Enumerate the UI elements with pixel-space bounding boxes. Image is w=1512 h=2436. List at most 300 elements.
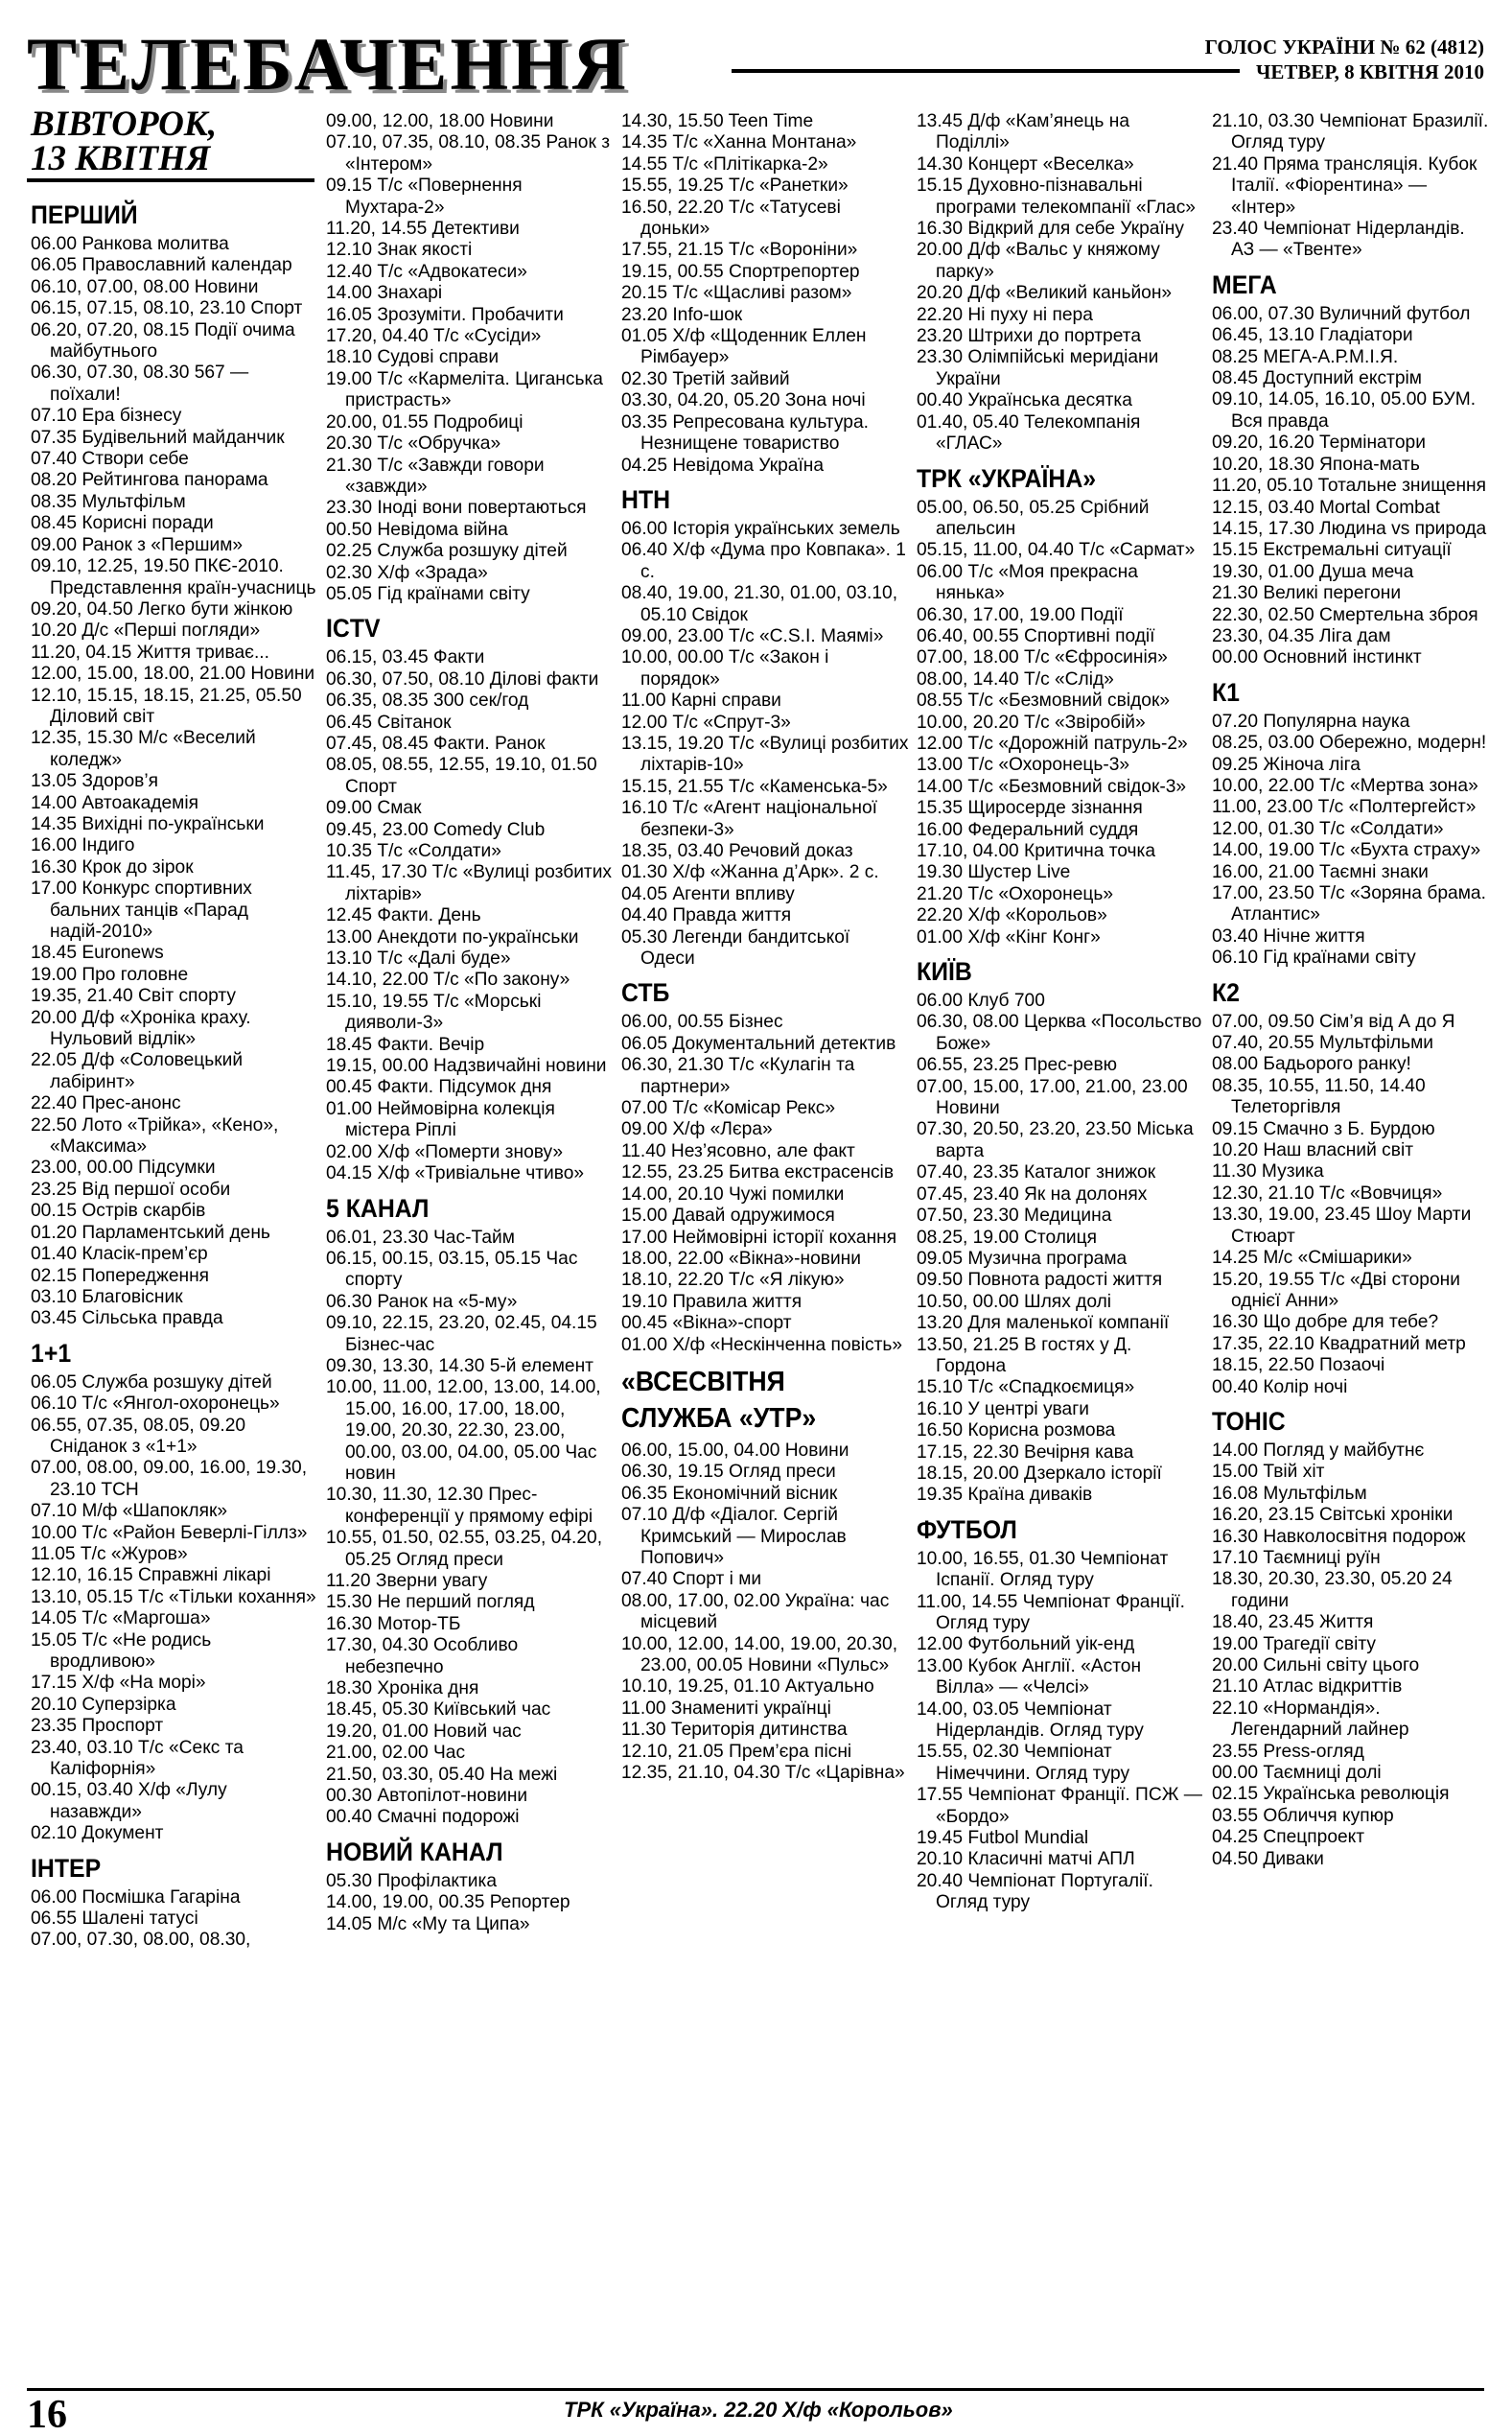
program-entry: 14.00, 03.05 Чемпіонат Нідерландів. Огляд туру xyxy=(917,1698,1144,1742)
program-entry: 23.35 Проспорт xyxy=(31,1716,164,1737)
program-entry: 16.05 Зрозуміти. Пробачити xyxy=(326,304,564,325)
program-entry: 02.10 Документ xyxy=(31,1823,164,1844)
program-entry: 06.00 Клуб 700 xyxy=(917,991,1045,1012)
channel-heading: 5 КАНАЛ xyxy=(326,1193,430,1223)
program-entry: 14.10, 22.00 Т/с «По закону» xyxy=(326,970,570,991)
program-entry: 06.15, 07.15, 08.10, 23.10 Спорт xyxy=(31,298,303,319)
program-entry: 17.00 Неймовірні історії кохання xyxy=(621,1227,897,1248)
program-entry: 17.10 Таємниці руїн xyxy=(1212,1547,1381,1568)
day-date: 13 КВІТНЯ xyxy=(31,139,211,178)
program-entry: 18.30 Хроніка дня xyxy=(326,1678,479,1699)
program-entry: 01.20 Парламентський день xyxy=(31,1222,270,1243)
program-entry: 20.10 Суперзірка xyxy=(31,1694,176,1715)
program-entry: 16.20, 23.15 Світські хроніки xyxy=(1212,1505,1454,1526)
program-entry: 15.00 Твій хіт xyxy=(1212,1462,1325,1483)
schedule-column-5 xyxy=(1212,111,1490,1870)
channel-heading: «ВСЕСВІТНЯ СЛУЖБА «УТР» xyxy=(621,1366,817,1434)
program-entry: 15.55, 19.25 Т/с «Ранетки» xyxy=(621,176,849,197)
program-entry: 07.10 Ера бізнесу xyxy=(31,406,182,427)
program-entry: 08.35 Мультфільм xyxy=(31,491,186,512)
program-entry: 09.20, 04.50 Легко бути жінкою xyxy=(31,598,293,620)
program-entry: 06.40, 00.55 Спортивні події xyxy=(917,625,1155,646)
program-entry: 15.35 Щиросерде зізнання xyxy=(917,798,1143,819)
program-entry: 12.00, 01.30 Т/с «Солдати» xyxy=(1212,818,1444,839)
program-entry: 18.40, 23.45 Життя xyxy=(1212,1612,1374,1633)
program-entry: 16.50, 22.20 Т/с «Татусеві доньки» xyxy=(621,197,841,240)
program-entry: 10.00, 00.00 Т/с «Закон і порядок» xyxy=(621,647,829,690)
program-entry: 06.55 Шалені татусі xyxy=(31,1909,198,1930)
footer-rule xyxy=(27,2388,1484,2391)
program-entry: 16.30 Крок до зірок xyxy=(31,856,194,878)
program-entry: 21.30 Великі перегони xyxy=(1212,583,1402,604)
program-entry: 09.30, 13.30, 14.30 5-й елемент xyxy=(326,1355,593,1376)
program-entry: 22.20 Х/ф «Корольов» xyxy=(917,905,1107,926)
program-entry: 10.20 Наш власний світ xyxy=(1212,1140,1414,1161)
program-entry: 06.45 Світанок xyxy=(326,712,452,733)
program-entry: 13.45 Д/ф «Кам’янець на Поділлі» xyxy=(917,111,1130,153)
program-entry: 16.50 Корисна розмова xyxy=(917,1420,1116,1441)
program-entry: 10.00, 16.55, 01.30 Чемпіонат Іспанії. Огляд туру xyxy=(917,1548,1169,1591)
program-entry: 01.40 Класік-прем’єр xyxy=(31,1244,208,1265)
program-entry: 16.30 Що добре для тебе? xyxy=(1212,1312,1439,1333)
program-entry: 10.00, 11.00, 12.00, 13.00, 14.00, 15.00, 16.00, 17.00, 18.00, 19.00, 20.30, 22.30, 23.00, 00.00, 03.00, 04.00, 05.00 Час новин xyxy=(326,1377,601,1484)
program-entry: 08.35, 10.55, 11.50, 14.40 Телеторгівля xyxy=(1212,1075,1426,1118)
program-entry: 11.30 Територія дитинства xyxy=(621,1720,848,1741)
program-entry: 00.30 Автопілот-новини xyxy=(326,1786,528,1807)
program-entry: 12.40 Т/с «Адвокатеси» xyxy=(326,261,527,282)
footer-note: ТРК «Україна». 22.20 Х/ф «Корольов» xyxy=(564,2398,953,2422)
program-entry: 10.00, 12.00, 14.00, 19.00, 20.30, 23.00, 00.05 Новини «Пульс» xyxy=(621,1633,898,1675)
program-entry: 04.50 Диваки xyxy=(1212,1848,1324,1869)
program-entry: 13.20 Для маленької компанії xyxy=(917,1313,1170,1334)
program-entry: 23.40, 03.10 Т/с «Секс та Каліфорнія» xyxy=(31,1737,244,1780)
program-entry: 12.00 Т/с «Дорожній патруль-2» xyxy=(917,733,1188,754)
program-entry: 01.30 Х/ф «Жанна д’Арк». 2 с. xyxy=(621,862,879,883)
program-entry: 03.35 Репресована культура. Незнищене товариство xyxy=(621,411,869,455)
program-entry: 19.15, 00.55 Спортрепортер xyxy=(621,261,860,282)
program-entry: 06.40 Х/ф «Дума про Ковпака». 1 с. xyxy=(621,540,906,582)
channel-heading: НТН xyxy=(621,484,671,514)
program-entry: 06.05 Служба розшуку дітей xyxy=(31,1371,272,1393)
program-entry: 19.10 Правила життя xyxy=(621,1291,803,1312)
program-entry: 00.45 «Вікна»-спорт xyxy=(621,1313,792,1334)
program-entry: 02.15 Попередження xyxy=(31,1265,210,1286)
program-entry: 15.15 Духовно-пізнавальні програми телекомпанії «Глас» xyxy=(917,176,1196,218)
program-entry: 12.10, 15.15, 18.15, 21.25, 05.50 Діловий світ xyxy=(31,685,302,727)
issue-number: № 62 (4812) xyxy=(1380,35,1484,59)
program-entry: 11.20 Зверни увагу xyxy=(326,1571,488,1591)
program-entry: 08.00, 17.00, 02.00 Україна: час місцевий xyxy=(621,1590,890,1633)
program-entry: 09.00 Ранок з «Першим» xyxy=(31,534,244,555)
program-entry: 01.00 Неймовірна колекція містера Ріплі xyxy=(326,1098,555,1141)
program-entry: 18.00, 22.00 «Вікна»-новини xyxy=(621,1248,861,1269)
program-entry: 12.35, 15.30 М/с «Веселий коледж» xyxy=(31,728,256,770)
program-entry: 16.08 Мультфільм xyxy=(1212,1483,1367,1504)
page-number: 16 xyxy=(27,2393,67,2436)
program-entry: 22.05 Д/ф «Соловецький лабіринт» xyxy=(31,1050,244,1092)
program-entry: 14.35 Вихідні по-українськи xyxy=(31,813,265,834)
program-entry: 06.30, 19.15 Огляд преси xyxy=(621,1462,836,1483)
program-entry: 08.40, 19.00, 21.30, 01.00, 03.10, 05.10 Свідок xyxy=(621,583,898,625)
program-entry: 02.15 Українська революція xyxy=(1212,1784,1450,1805)
program-entry: 12.10 Знак якості xyxy=(326,240,473,261)
program-entry: 07.40 Спорт і ми xyxy=(621,1569,762,1590)
program-entry: 18.45 Euronews xyxy=(31,943,164,964)
program-entry: 16.00 Індиго xyxy=(31,835,135,856)
program-entry: 06.00 Т/с «Моя прекрасна нянька» xyxy=(917,561,1138,604)
program-entry: 20.10 Класичні матчі АПЛ xyxy=(917,1849,1135,1870)
program-entry: 22.10 «Нормандія». Легендарний лайнер xyxy=(1212,1698,1409,1741)
program-entry: 08.20 Рейтингова панорама xyxy=(31,470,268,491)
program-entry: 01.05 Х/ф «Щоденник Еллен Рімбауер» xyxy=(621,326,867,368)
paper-name: ГОЛОС УКРАЇНИ xyxy=(1204,35,1376,59)
program-entry: 14.30 Концерт «Веселка» xyxy=(917,153,1134,175)
program-entry: 10.10, 19.25, 01.10 Актуально xyxy=(621,1676,874,1698)
program-entry: 12.55, 23.25 Битва екстрасенсів xyxy=(621,1162,895,1183)
program-entry: 16.10 У центрі уваги xyxy=(917,1398,1089,1419)
program-entry: 13.15, 19.20 Т/с «Вулиці розбитих ліхтарів-10» xyxy=(621,733,909,776)
day-rule xyxy=(27,178,314,182)
program-entry: 23.30 Олімпійські меридіани України xyxy=(917,347,1159,389)
program-entry: 17.10, 04.00 Критична точка xyxy=(917,841,1155,861)
program-entry: 10.55, 01.50, 02.55, 03.25, 04.20, 05.25 Огляд преси xyxy=(326,1528,603,1570)
program-entry: 10.00 Т/с «Район Беверлі-Гіллз» xyxy=(31,1522,308,1543)
program-entry: 01.40, 05.40 Телекомпанія «ГЛАС» xyxy=(917,411,1141,455)
program-entry: 23.00, 00.00 Підсумки xyxy=(31,1158,216,1179)
program-entry: 13.00 Т/с «Охоронець-3» xyxy=(917,755,1130,776)
program-entry: 04.15 Х/ф «Тривіальне чтиво» xyxy=(326,1163,585,1184)
day-heading xyxy=(31,107,318,176)
program-entry: 03.40 Нічне життя xyxy=(1212,925,1365,947)
page-header xyxy=(27,22,1484,105)
program-entry: 15.00 Давай одружимося xyxy=(621,1206,835,1227)
program-entry: 00.50 Невідома війна xyxy=(326,519,508,540)
program-entry: 07.00 Т/с «Комісар Рекс» xyxy=(621,1098,836,1119)
program-entry: 12.15, 03.40 Mortal Combat xyxy=(1212,497,1440,518)
program-entry: 06.55, 07.35, 08.05, 09.20 Сніданок з «1+1» xyxy=(31,1415,246,1457)
program-entry: 14.00 Автоакадемія xyxy=(31,792,199,813)
program-entry: 06.30, 21.30 Т/с «Кулагін та партнери» xyxy=(621,1055,855,1097)
program-entry: 00.15, 03.40 Х/ф «Лулу назавжди» xyxy=(31,1780,227,1822)
program-entry: 18.15, 22.50 Позаочі xyxy=(1212,1355,1385,1376)
program-entry: 11.30 Музика xyxy=(1212,1161,1324,1183)
channel-heading: К2 xyxy=(1212,977,1240,1007)
program-entry: 09.15 Т/с «Повернення Мухтара-2» xyxy=(326,176,523,218)
program-entry: 18.45, 05.30 Київський час xyxy=(326,1699,551,1721)
program-entry: 15.55, 02.30 Чемпіонат Німеччини. Огляд туру xyxy=(917,1742,1130,1784)
program-entry: 03.30, 04.20, 05.20 Зона ночі xyxy=(621,390,866,411)
program-entry: 19.45 Futbol Mundial xyxy=(917,1828,1089,1849)
channel-heading: ТРК «УКРАЇНА» xyxy=(917,463,1097,493)
program-entry: 11.00 Карні справи xyxy=(621,691,781,712)
program-entry: 04.40 Правда життя xyxy=(621,905,792,926)
program-entry: 23.20 Info-шок xyxy=(621,304,743,325)
program-entry: 07.00, 07.30, 08.00, 08.30, xyxy=(31,1930,251,1951)
program-entry: 17.00 Конкурс спортивних бальних танців «Парад надій-2010» xyxy=(31,878,252,942)
program-entry: 14.00 Погляд у майбутнє xyxy=(1212,1440,1425,1461)
program-entry: 08.25 МЕГА-А.Р.М.І.Я. xyxy=(1212,346,1399,367)
program-entry: 02.25 Служба розшуку дітей xyxy=(326,541,568,562)
program-entry: 06.45, 13.10 Гладіатори xyxy=(1212,325,1413,346)
program-entry: 21.30 Т/с «Завжди говори «завжди» xyxy=(326,455,545,497)
program-entry: 18.10 Судові справи xyxy=(326,347,500,368)
program-entry: 14.05 М/с «Му та Ципа» xyxy=(326,1913,530,1934)
program-entry: 17.35, 22.10 Квадратний метр xyxy=(1212,1333,1466,1354)
program-entry: 05.05 Гід країнами світу xyxy=(326,583,530,604)
program-entry: 23.55 Press-огляд xyxy=(1212,1741,1364,1762)
program-entry: 09.45, 23.00 Comedy Club xyxy=(326,819,546,840)
schedule-column-2 xyxy=(326,111,614,1935)
program-entry: 17.55, 21.15 Т/с «Вороніни» xyxy=(621,240,858,261)
program-entry: 08.45 Доступний екстрім xyxy=(1212,368,1422,389)
program-entry: 13.30, 19.00, 23.45 Шоу Марти Стюарт xyxy=(1212,1205,1472,1247)
program-entry: 11.00 Знамениті українці xyxy=(621,1698,831,1719)
program-entry: 23.30, 04.35 Ліга дам xyxy=(1212,625,1391,646)
program-entry: 09.10, 12.25, 19.50 ПКЄ-2010. Представлення країн-учасниць xyxy=(31,556,316,598)
program-entry: 19.30 Шустер Live xyxy=(917,862,1071,883)
program-entry: 08.55 Т/с «Безмовний свідок» xyxy=(917,691,1171,712)
program-entry: 18.30, 20.30, 23.30, 05.20 24 години xyxy=(1212,1569,1453,1611)
program-entry: 22.50 Лото «Трійка», «Кено», «Максима» xyxy=(31,1114,279,1158)
program-entry: 21.50, 03.30, 05.40 На межі xyxy=(326,1764,558,1785)
program-entry: 09.10, 22.15, 23.20, 02.45, 04.15 Бізнес-час xyxy=(326,1313,597,1355)
program-entry: 00.40 Смачні подорожі xyxy=(326,1807,520,1828)
program-entry: 15.10 Т/с «Спадкоємиця» xyxy=(917,1377,1135,1398)
program-entry: 15.15, 21.55 Т/с «Каменська-5» xyxy=(621,776,888,797)
program-entry: 05.30 Легенди бандитської Одеси xyxy=(621,926,850,970)
program-entry: 04.25 Спецпроект xyxy=(1212,1827,1365,1848)
program-entry: 23.20 Штрихи до портрета xyxy=(917,326,1141,347)
program-entry: 06.00, 15.00, 04.00 Новини xyxy=(621,1440,849,1461)
program-entry: 07.40, 20.55 Мультфільми xyxy=(1212,1033,1434,1054)
program-entry: 00.45 Факти. Підсумок дня xyxy=(326,1077,552,1098)
page-footer xyxy=(27,2388,1484,2436)
program-entry: 17.55 Чемпіонат Франції. ПСЖ — «Бордо» xyxy=(917,1785,1202,1827)
program-entry: 09.00 Смак xyxy=(326,798,422,819)
program-entry: 14.00, 19.00, 00.35 Репортер xyxy=(326,1892,570,1913)
program-entry: 13.00 Кубок Англії. «Астон Вілла» — «Челсі» xyxy=(917,1655,1142,1698)
program-entry: 06.35 Економічний вісник xyxy=(621,1483,838,1504)
program-entry: 10.20 Д/с «Перші погляди» xyxy=(31,621,261,642)
program-entry: 11.00, 14.55 Чемпіонат Франції. Огляд туру xyxy=(917,1591,1185,1633)
program-entry: 11.45, 17.30 Т/с «Вулиці розбитих ліхтарів» xyxy=(326,862,613,904)
program-entry: 09.20, 16.20 Термінатори xyxy=(1212,433,1426,454)
program-entry: 02.30 Третій зайвий xyxy=(621,368,790,389)
channel-heading: К1 xyxy=(1212,677,1240,707)
program-entry: 07.50, 23.30 Медицина xyxy=(917,1206,1112,1227)
channel-heading: ІНТЕР xyxy=(31,1853,102,1883)
program-entry: 09.25 Жіноча ліга xyxy=(1212,754,1361,775)
program-entry: 04.25 Невідома Україна xyxy=(621,455,825,476)
program-entry: 12.30, 21.10 Т/с «Вовчиця» xyxy=(1212,1183,1443,1204)
channel-heading: ПЕРШИЙ xyxy=(31,200,138,229)
program-entry: 22.20 Ні пуху ні пера xyxy=(917,304,1093,325)
section-title: ТЕЛЕБАЧЕННЯ xyxy=(27,22,630,105)
channel-heading: КИЇВ xyxy=(917,957,972,987)
program-entry: 23.40 Чемпіонат Нідерландів. АЗ — «Твенте» xyxy=(1212,219,1465,261)
program-entry: 03.10 Благовісник xyxy=(31,1286,183,1307)
program-entry: 19.20, 01.00 Новий час xyxy=(326,1721,522,1742)
program-entry: 06.00 Посмішка Гагаріна xyxy=(31,1886,241,1908)
program-entry: 19.00 Т/с «Кармеліта. Циганська пристрасть» xyxy=(326,368,603,411)
channel-heading: НОВИЙ КАНАЛ xyxy=(326,1837,503,1866)
program-entry: 06.20, 07.20, 08.15 Події очима майбутнього xyxy=(31,319,295,363)
program-entry: 08.25, 19.00 Столиця xyxy=(917,1227,1097,1248)
program-entry: 22.30, 02.50 Смертельна зброя xyxy=(1212,604,1478,625)
program-entry: 15.30 Не перший погляд xyxy=(326,1592,535,1613)
program-entry: 00.40 Українська десятка xyxy=(917,390,1132,411)
program-entry: 18.15, 20.00 Дзеркало історії xyxy=(917,1463,1162,1484)
program-entry: 06.55, 23.25 Прес-ревю xyxy=(917,1055,1118,1076)
program-entry: 07.00, 18.00 Т/с «Єфросинія» xyxy=(917,647,1168,668)
program-entry: 08.00, 14.40 Т/с «Слід» xyxy=(917,668,1114,690)
program-entry: 16.00, 21.00 Таємні знаки xyxy=(1212,861,1429,882)
program-entry: 16.30 Навколосвітня подорож xyxy=(1212,1526,1466,1547)
program-entry: 11.20, 04.15 Життя триває... xyxy=(31,642,269,663)
program-entry: 13.10 Т/с «Далі буде» xyxy=(326,949,511,970)
program-entry: 21.00, 02.00 Час xyxy=(326,1743,466,1764)
program-entry: 23.25 Від першої особи xyxy=(31,1179,231,1200)
program-entry: 12.10, 21.05 Прем’єра пісні xyxy=(621,1741,852,1762)
program-entry: 15.10, 19.55 Т/с «Морські дияволи-3» xyxy=(326,991,542,1034)
channel-heading: ФУТБОЛ xyxy=(917,1514,1017,1544)
program-entry: 06.30, 08.00 Церква «Посольство Боже» xyxy=(917,1012,1202,1054)
program-entry: 19.00 Трагедії світу xyxy=(1212,1633,1376,1654)
program-entry: 20.00 Сильні світу цього xyxy=(1212,1655,1420,1675)
program-entry: 21.20 Т/с «Охоронець» xyxy=(917,883,1114,904)
program-entry: 16.00 Федеральний суддя xyxy=(917,819,1139,840)
program-entry: 18.45 Факти. Вечір xyxy=(326,1034,485,1055)
program-entry: 11.20, 05.10 Тотальне знищення xyxy=(1212,476,1487,497)
program-entry: 20.15 Т/с «Щасливі разом» xyxy=(621,283,852,304)
program-entry: 06.05 Документальний детектив xyxy=(621,1033,896,1054)
program-entry: 16.30 Мотор-ТБ xyxy=(326,1613,461,1634)
program-entry: 05.15, 11.00, 04.40 Т/с «Сармат» xyxy=(917,540,1196,561)
program-entry: 07.45, 08.45 Факти. Ранок xyxy=(326,733,546,754)
program-entry: 20.00, 01.55 Подробиці xyxy=(326,411,523,433)
program-entry: 17.00, 23.50 Т/с «Зоряна брама. Атлантис» xyxy=(1212,883,1486,925)
program-entry: 06.10 Т/с «Янгол-охоронець» xyxy=(31,1394,280,1415)
program-entry: 09.50 Повнота радості життя xyxy=(917,1270,1163,1291)
program-entry: 19.35, 21.40 Світ спорту xyxy=(31,986,236,1007)
program-entry: 08.45 Корисні поради xyxy=(31,513,214,534)
program-entry: 07.30, 20.50, 23.20, 23.50 Міська варта xyxy=(917,1119,1194,1161)
program-entry: 16.10 Т/с «Агент національної безпеки-3» xyxy=(621,798,878,840)
program-entry: 06.00 Історія українських земель xyxy=(621,518,900,539)
program-entry: 20.30 Т/с «Обручка» xyxy=(326,433,501,455)
program-entry: 20.00 Д/ф «Вальс у княжому парку» xyxy=(917,240,1160,282)
program-entry: 10.30, 11.30, 12.30 Прес-конференції у прямому ефірі xyxy=(326,1485,593,1527)
program-entry: 07.00, 08.00, 09.00, 16.00, 19.30, 23.10 ТСН xyxy=(31,1458,308,1500)
program-entry: 15.05 Т/с «Не родись вродливою» xyxy=(31,1629,212,1672)
schedule-column-1 xyxy=(31,192,318,1952)
program-entry: 23.30 Іноді вони повертаються xyxy=(326,498,587,519)
program-entry: 07.45, 23.40 Як на долонях xyxy=(917,1183,1148,1205)
program-entry: 10.20, 18.30 Япона-мать xyxy=(1212,454,1420,475)
program-entry: 07.10, 07.35, 08.10, 08.35 Ранок з «Інтером» xyxy=(326,132,611,175)
program-entry: 18.10, 22.20 Т/с «Я лікую» xyxy=(621,1270,845,1291)
program-entry: 18.35, 03.40 Речовий доказ xyxy=(621,841,853,861)
issue-info xyxy=(1205,35,1484,84)
program-entry: 09.15 Смачно з Б. Бурдою xyxy=(1212,1118,1435,1139)
program-entry: 07.00, 09.50 Сім’я від А до Я xyxy=(1212,1011,1455,1032)
program-entry: 14.35 Т/с «Ханна Монтана» xyxy=(621,132,857,153)
program-entry: 20.20 Д/ф «Великий каньйон» xyxy=(917,283,1173,304)
program-entry: 07.00, 15.00, 17.00, 21.00, 23.00 Новини xyxy=(917,1076,1188,1119)
header-rule xyxy=(732,69,1240,73)
program-entry: 21.10 Атлас відкриттів xyxy=(1212,1676,1403,1698)
program-entry: 17.20, 04.40 Т/с «Сусіди» xyxy=(326,326,542,347)
program-entry: 06.00 Ранкова молитва xyxy=(31,234,229,254)
channel-heading: 1+1 xyxy=(31,1338,72,1368)
program-entry: 09.00 Х/ф «Лєра» xyxy=(621,1119,773,1140)
program-entry: 20.00 Д/ф «Хроніка краху. Нульовий відлік» xyxy=(31,1007,251,1050)
program-entry: 11.40 Нез’ясовно, але факт xyxy=(621,1140,855,1161)
program-entry: 13.10, 05.15 Т/с «Тільки кохання» xyxy=(31,1586,316,1607)
program-entry: 02.30 Х/ф «Зрада» xyxy=(326,562,488,583)
issue-date: ЧЕТВЕР, 8 КВІТНЯ 2010 xyxy=(1255,60,1484,83)
program-entry: 12.00, 15.00, 18.00, 21.00 Новини xyxy=(31,664,315,685)
program-entry: 03.55 Обличчя купюр xyxy=(1212,1805,1394,1826)
program-entry: 00.00 Основний інстинкт xyxy=(1212,647,1422,668)
program-entry: 06.35, 08.35 300 сек/год xyxy=(326,691,529,712)
program-entry: 01.00 Х/ф «Кінг Конг» xyxy=(917,926,1101,948)
program-entry: 05.00, 06.50, 05.25 Срібний апельсин xyxy=(917,497,1150,539)
program-entry: 19.35 Країна диваків xyxy=(917,1485,1093,1506)
program-entry: 13.05 Здоров’я xyxy=(31,771,158,792)
program-entry: 06.30 Ранок на «5-му» xyxy=(326,1291,518,1312)
program-entry: 06.30, 07.50, 08.10 Ділові факти xyxy=(326,668,599,690)
program-entry: 06.15, 00.15, 03.15, 05.15 Час спорту xyxy=(326,1248,578,1291)
program-entry: 08.25, 03.00 Обережно, модерн! xyxy=(1212,733,1487,754)
program-entry: 14.00, 20.10 Чужі помилки xyxy=(621,1183,845,1205)
program-entry: 13.50, 21.25 В гостях у Д. Гордона xyxy=(917,1334,1132,1376)
program-entry: 08.00 Бадьорого ранку! xyxy=(1212,1054,1411,1075)
program-entry: 00.15 Острів скарбів xyxy=(31,1201,206,1222)
program-entry: 06.00, 00.55 Бізнес xyxy=(621,1012,783,1033)
program-entry: 08.05, 08.55, 12.55, 19.10, 01.50 Спорт xyxy=(326,755,597,797)
program-entry: 19.00 Про головне xyxy=(31,964,189,985)
program-entry: 06.10, 07.00, 08.00 Новини xyxy=(31,276,259,297)
program-entry: 07.40 Створи себе xyxy=(31,449,189,470)
schedule-column-4 xyxy=(917,111,1204,1914)
program-entry: 14.15, 17.30 Людина vs природа xyxy=(1212,518,1487,539)
program-entry: 19.30, 01.00 Душа меча xyxy=(1212,561,1414,582)
program-entry: 14.25 М/с «Смішарики» xyxy=(1212,1248,1412,1269)
program-entry: 14.00 Знахарі xyxy=(326,283,443,304)
program-entry: 19.15, 00.00 Надзвичайні новини xyxy=(326,1056,607,1077)
program-entry: 17.15, 22.30 Вечірня кава xyxy=(917,1441,1134,1463)
program-entry: 06.30, 17.00, 19.00 Події xyxy=(917,604,1124,625)
program-entry: 11.20, 14.55 Детективи xyxy=(326,219,520,240)
program-entry: 07.20 Популярна наука xyxy=(1212,711,1410,732)
program-entry: 09.05 Музична програма xyxy=(917,1248,1128,1269)
program-entry: 07.35 Будівельний майданчик xyxy=(31,427,285,448)
program-entry: 12.45 Факти. День xyxy=(326,905,481,926)
program-entry: 22.40 Прес-анонс xyxy=(31,1093,181,1114)
program-entry: 06.15, 03.45 Факти xyxy=(326,647,485,668)
program-entry: 00.00 Таємниці долі xyxy=(1212,1763,1382,1784)
program-entry: 12.35, 21.10, 04.30 Т/с «Царівна» xyxy=(621,1763,905,1784)
channel-heading: СТБ xyxy=(621,978,670,1008)
channel-heading: ICTV xyxy=(326,614,381,644)
program-entry: 04.05 Агенти впливу xyxy=(621,883,795,904)
program-entry: 14.00, 19.00 Т/с «Бухта страху» xyxy=(1212,840,1481,861)
program-entry: 09.10, 14.05, 16.10, 05.00 БУМ. Вся правда xyxy=(1212,389,1477,432)
program-entry: 07.10 М/ф «Шапокляк» xyxy=(31,1501,228,1522)
program-entry: 06.01, 23.30 Час-Тайм xyxy=(326,1227,515,1248)
program-entry: 21.40 Пряма трансляція. Кубок Італії. «Фіорентина» — «Інтер» xyxy=(1212,153,1477,218)
